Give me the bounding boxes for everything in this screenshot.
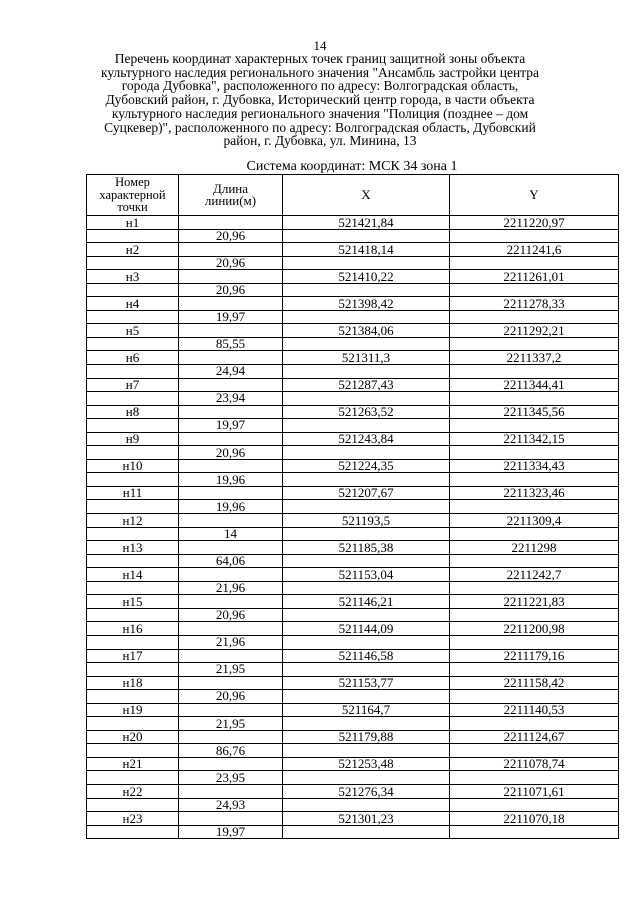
y-coordinate-cell: 2211241,6 [450, 243, 619, 257]
x-coordinate-cell: 521185,38 [283, 541, 450, 555]
point-cell-empty [87, 608, 179, 622]
document-title [96, 52, 544, 148]
y-cell-empty [450, 527, 619, 541]
x-cell-empty [283, 256, 450, 270]
table-row [87, 378, 619, 392]
x-coordinate-cell: 521207,67 [283, 486, 450, 500]
x-coordinate-cell: 521276,34 [283, 784, 450, 798]
line-length-cell: 24,94 [179, 365, 283, 379]
table-row-length [87, 825, 619, 839]
table-row [87, 243, 619, 257]
y-cell-empty [450, 581, 619, 595]
x-cell-empty [283, 310, 450, 324]
header-point-line: точки [117, 200, 148, 215]
line-length-cell: 19,96 [179, 500, 283, 514]
x-cell-empty [283, 446, 450, 460]
x-coordinate-cell: 521410,22 [283, 270, 450, 284]
title-line: культурного наследия регионального значения "Полиция (позднее – дом [111, 105, 529, 121]
y-coordinate-cell: 2211200,98 [450, 622, 619, 636]
x-coordinate-cell: 521193,5 [283, 514, 450, 528]
point-cell-empty [87, 690, 179, 704]
y-coordinate-cell: 2211323,46 [450, 486, 619, 500]
point-id-cell: н12 [87, 514, 179, 528]
table-row-length [87, 744, 619, 758]
length-cell-empty [179, 703, 283, 717]
point-cell-empty [87, 419, 179, 433]
y-cell-empty [450, 825, 619, 839]
table-row [87, 676, 619, 690]
table-row [87, 351, 619, 365]
y-coordinate-cell: 2211298 [450, 541, 619, 555]
y-coordinate-cell: 2211345,56 [450, 405, 619, 419]
x-cell-empty [283, 473, 450, 487]
x-cell-empty [283, 690, 450, 704]
y-cell-empty [450, 310, 619, 324]
y-cell-empty [450, 473, 619, 487]
table-row [87, 541, 619, 555]
point-cell-empty [87, 473, 179, 487]
title-line: города Дубовка", расположенного по адресу: Волгоградская область, [121, 78, 519, 94]
x-coordinate-cell: 521301,23 [283, 812, 450, 826]
x-coordinate-cell: 521311,3 [283, 351, 450, 365]
y-coordinate-cell: 2211070,18 [450, 812, 619, 826]
table-row-length [87, 635, 619, 649]
line-length-cell: 21,96 [179, 635, 283, 649]
point-cell-empty [87, 283, 179, 297]
table-header-row [87, 175, 619, 216]
y-cell-empty [450, 392, 619, 406]
title-line: Дубовский район, г. Дубовка, Исторический центр города, в части объекта [105, 92, 535, 108]
table-row-length [87, 554, 619, 568]
table-row [87, 622, 619, 636]
point-id-cell: н18 [87, 676, 179, 690]
table-row-length [87, 229, 619, 243]
line-length-cell: 20,96 [179, 256, 283, 270]
y-cell-empty [450, 798, 619, 812]
table-row [87, 730, 619, 744]
coordinates-table [86, 174, 619, 839]
table-row-length [87, 527, 619, 541]
x-coordinate-cell: 521224,35 [283, 459, 450, 473]
point-cell-empty [87, 771, 179, 785]
table-row-length [87, 392, 619, 406]
line-length-cell: 64,06 [179, 554, 283, 568]
line-length-cell: 19,97 [179, 825, 283, 839]
x-coordinate-cell: 521263,52 [283, 405, 450, 419]
table-row-length [87, 798, 619, 812]
table-row [87, 649, 619, 663]
y-coordinate-cell: 2211221,83 [450, 595, 619, 609]
x-cell-empty [283, 798, 450, 812]
y-coordinate-cell: 2211342,15 [450, 432, 619, 446]
line-length-cell: 24,93 [179, 798, 283, 812]
table-row-length [87, 717, 619, 731]
line-length-cell: 23,94 [179, 392, 283, 406]
y-coordinate-cell: 2211278,33 [450, 297, 619, 311]
point-cell-empty [87, 663, 179, 677]
table-row-length [87, 446, 619, 460]
y-cell-empty [450, 365, 619, 379]
line-length-cell: 19,97 [179, 310, 283, 324]
y-coordinate-cell: 2211158,42 [450, 676, 619, 690]
y-cell-empty [450, 663, 619, 677]
point-cell-empty [87, 527, 179, 541]
y-coordinate-cell: 2211261,01 [450, 270, 619, 284]
point-id-cell: н3 [87, 270, 179, 284]
x-coordinate-cell: 521179,88 [283, 730, 450, 744]
title-line: культурного наследия регионального значения "Ансамбль застройки центра [101, 64, 539, 80]
y-coordinate-cell: 2211071,61 [450, 784, 619, 798]
length-cell-empty [179, 730, 283, 744]
x-cell-empty [283, 283, 450, 297]
x-coordinate-cell: 521253,48 [283, 757, 450, 771]
table-row [87, 405, 619, 419]
y-coordinate-cell: 2211242,7 [450, 568, 619, 582]
table-row-length [87, 419, 619, 433]
y-coordinate-cell: 2211309,4 [450, 514, 619, 528]
x-coordinate-cell: 521418,14 [283, 243, 450, 257]
x-cell-empty [283, 500, 450, 514]
point-id-cell: н16 [87, 622, 179, 636]
point-id-cell: н5 [87, 324, 179, 338]
x-cell-empty [283, 663, 450, 677]
x-cell-empty [283, 337, 450, 351]
y-coordinate-cell: 2211344,41 [450, 378, 619, 392]
table-row [87, 514, 619, 528]
table-body [87, 216, 619, 839]
table-row [87, 595, 619, 609]
point-id-cell: н14 [87, 568, 179, 582]
line-length-cell: 19,97 [179, 419, 283, 433]
point-cell-empty [87, 310, 179, 324]
x-cell-empty [283, 825, 450, 839]
line-length-cell: 20,96 [179, 690, 283, 704]
title-line: район, г. Дубовка, ул. Минина, 13 [223, 133, 417, 149]
y-cell-empty [450, 229, 619, 243]
title-line: Перечень координат характерных точек границ защитной зоны объекта [114, 51, 526, 66]
x-coordinate-cell: 521146,21 [283, 595, 450, 609]
point-cell-empty [87, 256, 179, 270]
table-row [87, 703, 619, 717]
table-row-length [87, 500, 619, 514]
y-coordinate-cell: 2211334,43 [450, 459, 619, 473]
length-cell-empty [179, 757, 283, 771]
point-cell-empty [87, 635, 179, 649]
line-length-cell: 23,95 [179, 771, 283, 785]
x-coordinate-cell: 521144,09 [283, 622, 450, 636]
y-coordinate-cell: 2211292,21 [450, 324, 619, 338]
table-row [87, 459, 619, 473]
x-cell-empty [283, 419, 450, 433]
y-cell-empty [450, 744, 619, 758]
point-id-cell: н20 [87, 730, 179, 744]
line-length-cell: 85,55 [179, 337, 283, 351]
x-cell-empty [283, 744, 450, 758]
x-cell-empty [283, 554, 450, 568]
length-cell-empty [179, 486, 283, 500]
point-cell-empty [87, 717, 179, 731]
point-id-cell: н11 [87, 486, 179, 500]
table-row-length [87, 310, 619, 324]
x-coordinate-cell: 521398,42 [283, 297, 450, 311]
point-id-cell: н1 [87, 216, 179, 230]
x-cell-empty [283, 365, 450, 379]
header-length-line: линии(м) [204, 193, 257, 208]
x-cell-empty [283, 229, 450, 243]
point-cell-empty [87, 744, 179, 758]
x-coordinate-cell: 521153,04 [283, 568, 450, 582]
table-row [87, 812, 619, 826]
line-length-cell: 21,95 [179, 717, 283, 731]
point-cell-empty [87, 392, 179, 406]
point-id-cell: н10 [87, 459, 179, 473]
y-cell-empty [450, 635, 619, 649]
page-number: 14 [313, 38, 327, 53]
y-cell-empty [450, 500, 619, 514]
table-row [87, 757, 619, 771]
header-point-line: Номер [115, 175, 150, 190]
x-coordinate-cell: 521146,58 [283, 649, 450, 663]
line-length-cell: 14 [179, 527, 283, 541]
y-cell-empty [450, 690, 619, 704]
x-cell-empty [283, 392, 450, 406]
x-cell-empty [283, 635, 450, 649]
y-cell-empty [450, 256, 619, 270]
y-coordinate-cell: 2211140,53 [450, 703, 619, 717]
header-length-line: Длина [212, 180, 249, 196]
length-cell-empty [179, 459, 283, 473]
point-id-cell: н7 [87, 378, 179, 392]
line-length-cell: 21,96 [179, 581, 283, 595]
y-coordinate-cell: 2211179,16 [450, 649, 619, 663]
table-row-length [87, 771, 619, 785]
header-line-length [179, 175, 283, 216]
x-coordinate-cell: 521384,06 [283, 324, 450, 338]
table-row-length [87, 581, 619, 595]
table-row [87, 270, 619, 284]
point-id-cell: н6 [87, 351, 179, 365]
table-row-length [87, 283, 619, 297]
point-cell-empty [87, 500, 179, 514]
table-row-length [87, 365, 619, 379]
header-x: X [283, 175, 450, 216]
x-coordinate-cell: 521287,43 [283, 378, 450, 392]
point-cell-empty [87, 581, 179, 595]
line-length-cell: 19,96 [179, 473, 283, 487]
coordinate-system-label: Система координат: МСК 34 зона 1 [246, 159, 458, 174]
table-row-length [87, 256, 619, 270]
x-cell-empty [283, 771, 450, 785]
table-row [87, 568, 619, 582]
y-cell-empty [450, 608, 619, 622]
point-id-cell: н4 [87, 297, 179, 311]
y-cell-empty [450, 717, 619, 731]
x-cell-empty [283, 581, 450, 595]
y-cell-empty [450, 554, 619, 568]
point-id-cell: н19 [87, 703, 179, 717]
point-id-cell: н22 [87, 784, 179, 798]
table-row [87, 297, 619, 311]
table-row-length [87, 663, 619, 677]
point-id-cell: н15 [87, 595, 179, 609]
x-coordinate-cell: 521421,84 [283, 216, 450, 230]
point-cell-empty [87, 825, 179, 839]
header-point-number [87, 175, 179, 216]
point-id-cell: н9 [87, 432, 179, 446]
x-coordinate-cell: 521243,84 [283, 432, 450, 446]
point-cell-empty [87, 337, 179, 351]
x-cell-empty [283, 527, 450, 541]
x-coordinate-cell: 521164,7 [283, 703, 450, 717]
length-cell-empty [179, 216, 283, 230]
table-row-length [87, 690, 619, 704]
title-line: Суцкевер)", расположенного по адресу: Волгоградская область, Дубовский [104, 119, 536, 135]
y-cell-empty [450, 419, 619, 433]
y-cell-empty [450, 446, 619, 460]
point-id-cell: н2 [87, 243, 179, 257]
point-id-cell: н17 [87, 649, 179, 663]
table-row-length [87, 337, 619, 351]
point-id-cell: н23 [87, 812, 179, 826]
x-cell-empty [283, 608, 450, 622]
table-row [87, 486, 619, 500]
point-cell-empty [87, 554, 179, 568]
length-cell-empty [179, 784, 283, 798]
line-length-cell: 20,96 [179, 446, 283, 460]
line-length-cell: 21,95 [179, 663, 283, 677]
y-coordinate-cell: 2211337,2 [450, 351, 619, 365]
point-cell-empty [87, 365, 179, 379]
y-coordinate-cell: 2211078,74 [450, 757, 619, 771]
header-y: Y [450, 175, 619, 216]
point-cell-empty [87, 446, 179, 460]
y-cell-empty [450, 283, 619, 297]
point-id-cell: н13 [87, 541, 179, 555]
table-row [87, 432, 619, 446]
header-point-line: характерной [99, 187, 166, 202]
line-length-cell: 20,96 [179, 229, 283, 243]
x-cell-empty [283, 717, 450, 731]
length-cell-empty [179, 432, 283, 446]
table-row [87, 784, 619, 798]
y-coordinate-cell: 2211124,67 [450, 730, 619, 744]
y-coordinate-cell: 2211220,97 [450, 216, 619, 230]
point-cell-empty [87, 798, 179, 812]
y-cell-empty [450, 771, 619, 785]
point-id-cell: н8 [87, 405, 179, 419]
point-id-cell: н21 [87, 757, 179, 771]
line-length-cell: 20,96 [179, 283, 283, 297]
point-cell-empty [87, 229, 179, 243]
x-coordinate-cell: 521153,77 [283, 676, 450, 690]
table-row-length [87, 608, 619, 622]
y-cell-empty [450, 337, 619, 351]
line-length-cell: 86,76 [179, 744, 283, 758]
table-row [87, 216, 619, 230]
table-row [87, 324, 619, 338]
table-row-length [87, 473, 619, 487]
line-length-cell: 20,96 [179, 608, 283, 622]
